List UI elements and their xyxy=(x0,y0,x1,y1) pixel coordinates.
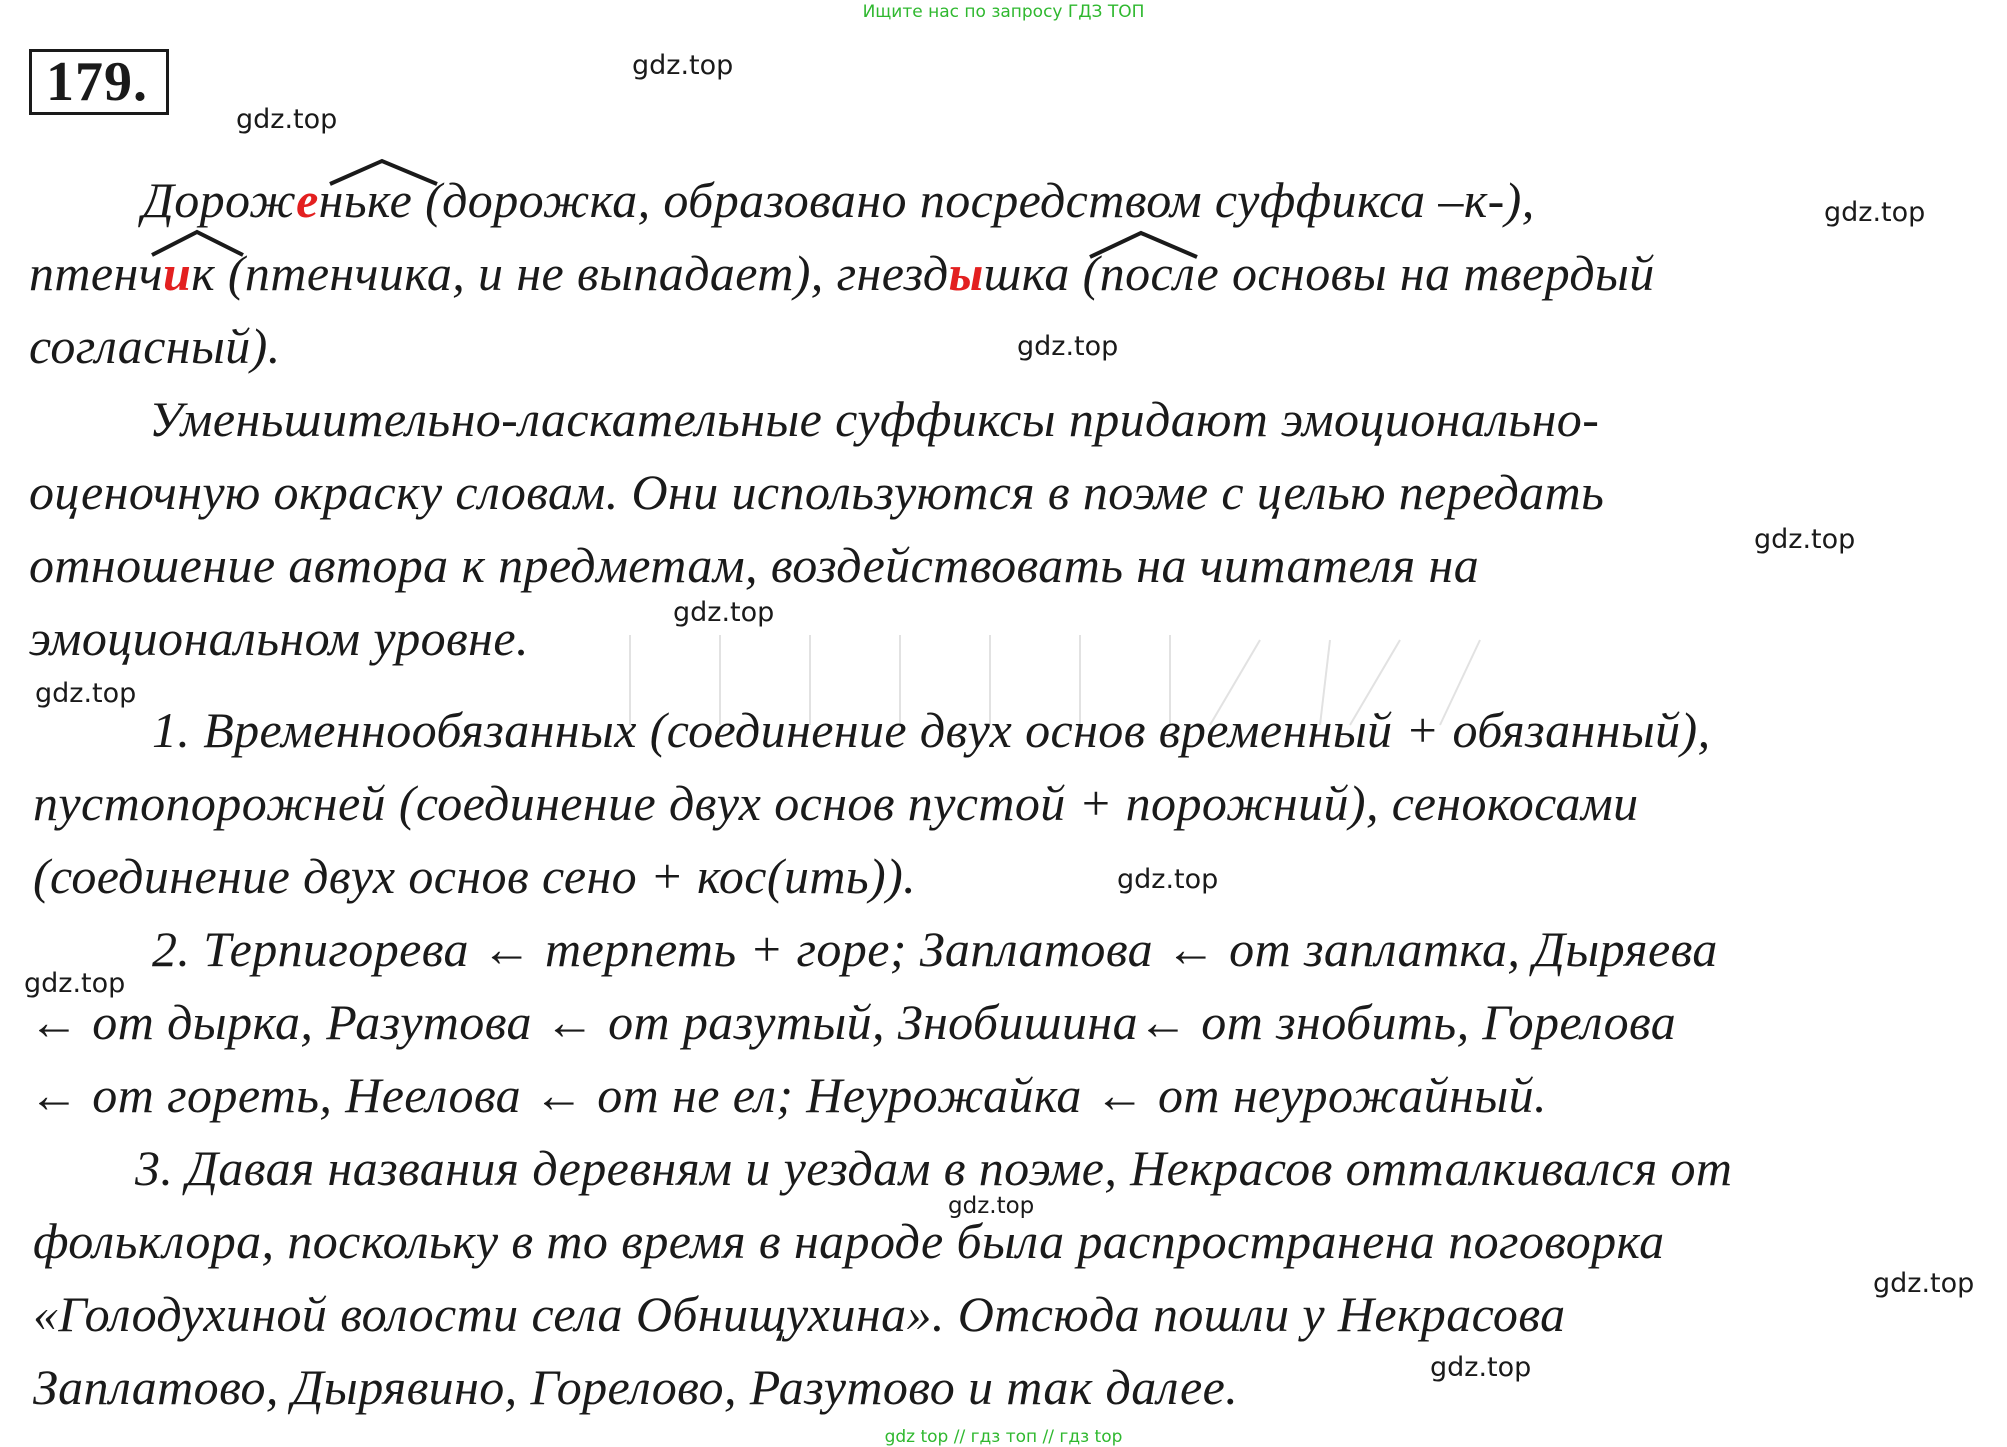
watermark: gdz.top xyxy=(236,104,338,135)
text-line: 3. Давая названия деревням и уездам в поэме, Некрасов отталкивался от xyxy=(135,1140,1733,1196)
watermark: gdz.top xyxy=(1430,1352,1532,1383)
watermark: gdz.top xyxy=(24,968,126,999)
text-line: 1. Временнообязанных (соединение двух основ временный + обязанный), xyxy=(152,702,1711,758)
watermark: gdz.top xyxy=(35,678,137,709)
text-line: «Голодухиной волости села Обнищухина». Отсюда пошли у Некрасова xyxy=(33,1286,1566,1342)
text-line: фольклора, поскольку в то время в народе была распространена поговорка xyxy=(33,1213,1665,1269)
watermark: gdz.top xyxy=(948,1193,1035,1219)
text-line: отношение автора к предметам, воздействовать на читателя на xyxy=(29,537,1480,593)
watermark: gdz.top xyxy=(673,597,775,628)
highlighted-letter: ы xyxy=(948,245,984,301)
watermark: gdz.top xyxy=(1017,331,1119,362)
exercise-number: 179. xyxy=(29,49,169,115)
text-line: эмоциональном уровне. xyxy=(29,610,529,666)
highlighted-letter: е xyxy=(296,172,319,228)
text-line: пустопорожней (соединение двух основ пустой + порожний), сенокосами xyxy=(33,775,1639,831)
text-line: Уменьшительно-ласкательные суффиксы придают эмоционально- xyxy=(149,391,1600,447)
watermark: gdz.top xyxy=(1754,524,1856,555)
text-line: птенчик (птенчика, и не выпадает), гнездышка (после основы на твердый xyxy=(29,245,1655,301)
watermark: gdz.top xyxy=(632,50,734,81)
text-line: оценочную окраску словам. Они используются в поэме с целью передать xyxy=(29,464,1605,520)
bottom-banner: gdz top // гдз топ // гдз top xyxy=(884,1427,1123,1447)
text-line: ← от дырка, Разутова ← от разутый, Знобишина← от знобить, Горелова xyxy=(29,994,1677,1050)
highlighted-letter: и xyxy=(162,245,192,301)
text-line: Дороженьке (дорожка, образовано посредством суффикса –к-), xyxy=(142,172,1535,228)
text-line: 2. Терпигорева ← терпеть + горе; Заплатова ← от заплатка, Дыряева xyxy=(152,921,1718,977)
text-line: Заплатово, Дырявино, Горелово, Разутово и так далее. xyxy=(33,1359,1239,1415)
text-line: согласный). xyxy=(29,318,281,374)
text-line: (соединение двух основ сено + кос(ить)). xyxy=(33,848,917,904)
top-banner: Ищите нас по запросу ГДЗ ТОП xyxy=(862,2,1145,22)
watermark: gdz.top xyxy=(1117,864,1219,895)
text-line: ← от гореть, Неелова ← от не ел; Неурожайка ← от неурожайный. xyxy=(29,1067,1547,1123)
watermark: gdz.top xyxy=(1824,197,1926,228)
watermark: gdz.top xyxy=(1873,1268,1975,1299)
